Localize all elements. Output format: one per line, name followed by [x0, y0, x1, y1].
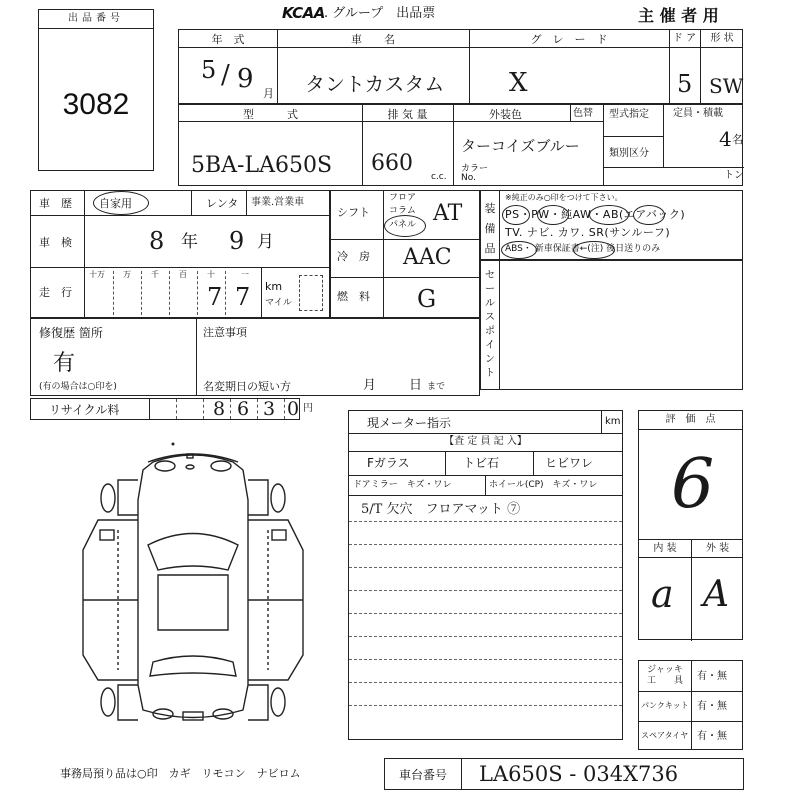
color-no-label: カラー No. [461, 164, 489, 183]
recycle-digit-5: 3 [263, 398, 276, 420]
pw-circle [537, 205, 569, 225]
spare-tire-label: スペアタイヤ [641, 731, 689, 740]
inspection-month-unit: 月 [257, 232, 274, 252]
chip-label: トビ石 [463, 456, 500, 470]
crack-label: ヒビワレ [545, 456, 594, 470]
repair-label: 修復歴 箇所 [39, 326, 103, 340]
capacity-label: 定員・積載 [673, 108, 723, 119]
form-title: . グループ 出品票 [324, 6, 436, 21]
km-label: km [265, 280, 283, 293]
chassis-value: LA650S - 034X736 [479, 762, 679, 786]
month-unit: 月 [263, 87, 274, 100]
interior-value: a [651, 572, 674, 616]
equipment-note: ※純正のみ○印をつけて下さい。 [505, 193, 623, 202]
mileage-label: 走 行 [39, 286, 72, 299]
mile-label: マイル [265, 298, 292, 308]
ab-circle [633, 205, 665, 225]
lot-number-value: 3082 [62, 88, 130, 121]
inspection-year-value: 8 [149, 227, 165, 255]
shift-block [330, 190, 480, 318]
recycle-digit-3: 8 [213, 398, 226, 420]
shape-value: SW [709, 74, 744, 98]
shift-floor-option: フロア [389, 193, 417, 203]
displacement-label: 排 気 量 [387, 108, 428, 121]
equipment-line-1: PS・PW・純AW・AB(エアバック) [505, 208, 686, 221]
doors-label: ド ア [672, 33, 697, 44]
fuel-value: G [417, 285, 437, 313]
digit-label-100: 百 [179, 270, 187, 279]
class-label: 類別区分 [609, 148, 649, 159]
digit-label-100k: 十万 [89, 270, 105, 279]
business-option: 事業.営業車 [251, 197, 305, 208]
organizer-label: 主 催 者 用 [638, 6, 719, 25]
displacement-unit: c.c. [431, 172, 447, 182]
lot-number-box [38, 9, 154, 171]
inspection-year-unit: 年 [181, 232, 198, 252]
kcaa-logo: KCAA [282, 4, 325, 22]
year-value: 5 [201, 56, 217, 84]
tools-block [638, 660, 743, 750]
inspection-month-value: 9 [229, 227, 245, 255]
meter-unit: km [605, 416, 621, 427]
type-designation-label: 型式指定 [609, 109, 649, 120]
color-change-label: 色替 [573, 108, 593, 119]
jack-value: 有・無 [697, 671, 727, 682]
digit-label-1: 一 [241, 270, 249, 279]
mileage-digit-1: 7 [235, 283, 251, 311]
year-slash: / [221, 60, 230, 90]
notes-label: 注意事項 [203, 326, 247, 339]
ps-circle [502, 205, 530, 225]
expiry-label: 名変期日の短い方 [203, 380, 291, 393]
rental-option: レンタ [206, 197, 239, 210]
recycle-digit-6: 0 [287, 398, 300, 420]
ext-color-value: ターコイズブルー [461, 137, 580, 155]
displacement-value: 660 [371, 151, 413, 176]
lot-number-label: 出品番号 [68, 13, 124, 24]
history-block [30, 190, 330, 318]
expiry-day: 日 [409, 378, 423, 393]
type-label: 型 式 [243, 108, 298, 121]
expiry-month: 月 [363, 378, 377, 393]
repair-block [30, 318, 480, 396]
inspector-comment: 5/T 欠穴 フロアマット ⑦ [361, 502, 521, 517]
mileage-digit-10: 7 [207, 283, 223, 311]
equipment-block [480, 190, 743, 260]
grade-label: グ レ ー ド [530, 33, 608, 46]
abs-circle [501, 241, 537, 259]
car-diagram [78, 440, 308, 740]
year-label: 年 式 [211, 33, 245, 46]
digit-label-10: 十 [207, 270, 215, 279]
history-label: 車 歴 [39, 197, 72, 210]
recycle-digit-4: 6 [237, 398, 250, 420]
interior-label: 内 装 [653, 543, 677, 554]
f-glass-label: Fガラス [367, 456, 410, 470]
chassis-block [384, 758, 744, 790]
grade-value: X [509, 68, 528, 98]
expiry-suffix: まで [427, 382, 446, 392]
equipment-line-2: TV. ナビ. カワ. SR(サンルーフ) [505, 226, 671, 239]
equipment-side-label: 装 備 品 [484, 202, 496, 255]
ext-color-label: 外装色 [489, 108, 522, 121]
repair-value: 有 [53, 351, 76, 376]
fuel-label: 燃 料 [337, 290, 370, 303]
shape-label: 形 状 [710, 33, 734, 44]
private-use-circle [93, 191, 149, 215]
jack-label: ジャッキ 工 具 [646, 665, 683, 686]
aw-circle [589, 205, 629, 225]
shift-column-option: コラム [389, 206, 416, 216]
sales-point-block [480, 260, 743, 390]
exterior-value: A [703, 574, 729, 615]
month-value: 9 [237, 64, 254, 94]
mirror-label: ドアミラー キズ・ワレ [353, 480, 452, 490]
wheel-label: ホイール(CP) キズ・ワレ [489, 480, 598, 490]
recycle-label: リサイクル料 [49, 403, 120, 417]
keys-note: 事務局預り品は○印 カギ リモコン ナビロム [60, 767, 301, 780]
vehicle-spec-row [178, 104, 743, 186]
digit-label-10k: 万 [123, 270, 131, 279]
recycle-unit: 円 [303, 403, 313, 414]
score-block [638, 410, 743, 640]
load-unit: トン [724, 170, 744, 181]
shift-value: AT [433, 201, 463, 226]
puncture-kit-value: 有・無 [697, 701, 727, 712]
spare-tire-value: 有・無 [697, 731, 727, 742]
km-checkbox [299, 275, 323, 311]
vehicle-basic-row [178, 29, 743, 104]
shift-label: シフト [337, 206, 370, 219]
capacity-value: 4 [719, 127, 732, 151]
inspector-header: 【査 定 員 記 入】 [444, 436, 527, 447]
capacity-unit: 名 [732, 133, 743, 146]
private-use-option: 自家用 [99, 197, 132, 210]
score-label: 評 価 点 [665, 414, 716, 425]
shift-panel-option: パネル [389, 220, 417, 230]
ac-label: 冷 房 [337, 250, 370, 263]
model-name-label: 車 名 [351, 33, 395, 46]
doors-value: 5 [677, 70, 693, 98]
type-value: 5BA-LA650S [191, 153, 333, 178]
meter-label: 現メーター指示 [367, 416, 452, 430]
exterior-label: 外 装 [705, 543, 730, 554]
score-value: 6 [671, 445, 715, 524]
puncture-kit-label: パンクキット [641, 701, 689, 710]
warranty-circle [573, 241, 615, 259]
repair-note: (有の場合は○印を) [39, 382, 117, 392]
equipment-line-3: ABS・ 新車保証書←(注) 後日送りのみ [505, 244, 661, 254]
digit-label-1k: 千 [151, 270, 159, 279]
panel-circle [384, 215, 426, 237]
recycle-block [30, 398, 313, 420]
sales-point-label: セールスポイント [485, 270, 495, 379]
model-name-value: タントカスタム [305, 72, 445, 96]
ac-value: AAC [403, 245, 452, 270]
chassis-label: 車台番号 [398, 768, 447, 782]
inspection-label: 車 検 [39, 236, 72, 249]
inspector-block [348, 410, 623, 740]
